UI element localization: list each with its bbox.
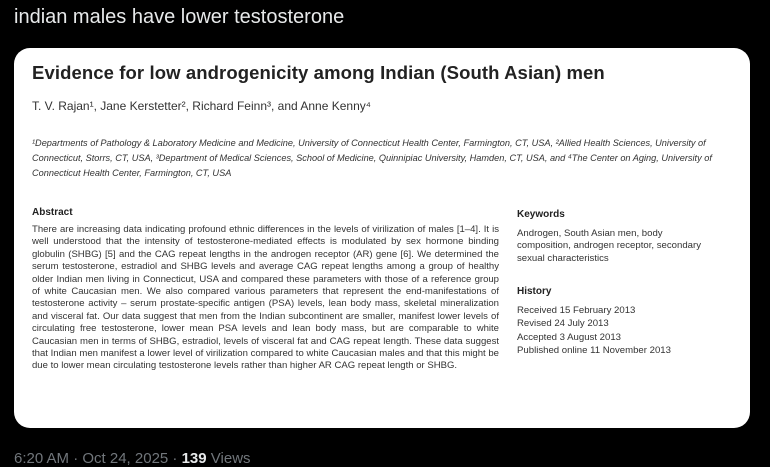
history-published: Published online 11 November 2013	[517, 345, 671, 357]
views-count: 139	[181, 450, 207, 467]
abstract-body: There are increasing data indicating profound ethnic differences in the levels of virilization of males [1–4]. It is well understood that the intensity of testosterone-mediated effects is modulated by sex hormone binding globulin (SHBG) [5] and the CAG repeat lengths in the androgen receptor (AR) gene [6]. We determined the serum testosterone, estradiol and SHBG levels and average CAG repeat lengths among a group of healthy older Indian men living in Connecticut, USA and compared these parameters with those of a reference group of white Caucasian men. We also compared various parameters that represent the end-manifestations of testosterone activity – serum prostate-specific antigen (PSA) levels, lean body mass, skeletal mineralization and visceral fat. Our data suggest that men from the Indian subcontinent are smaller, manifest lower levels of circulating free testosterone, lower mean PSA levels and lean body mass, but are comparable to white Caucasian men in terms of SHBG, estradiol, levels of visceral fat and CAG repeat length. These data suggest that Indian men manifest a lower level of virilization compared to white Caucasian males and that this might be due to lower mean circulating testosterone levels rather than higher AR CAG repeat length or SHBG.	[32, 224, 499, 372]
paper-affiliations: ¹Departments of Pathology & Laboratory Medicine and Medicine, University of Connecticut Health Center, Farmington, CT, USA, ²Allied Health Sciences, University of Connecticut, Storrs, CT, USA, ³Department of Medical Sciences, School of Medicine, Quinnipiac University, Hamden, CT, USA, and ⁴The Center on Aging, University of Connecticut Health Center, Farmington, CT, USA	[32, 138, 712, 178]
abstract-heading: Abstract	[32, 207, 73, 218]
keywords-heading: Keywords	[517, 209, 565, 220]
tweet-meta	[14, 450, 251, 467]
history-list	[517, 304, 727, 358]
tweet-text: indian males have lower testosterone	[14, 6, 345, 28]
history-heading: History	[517, 286, 552, 297]
paper-title: Evidence for low androgenicity among Indian (South Asian) men	[32, 62, 605, 83]
paper-image[interactable]	[14, 48, 750, 428]
keyword-list: Androgen, South Asian men, body composition, androgen receptor, secondary sexual characteristics	[517, 228, 701, 264]
views-label: Views	[206, 450, 251, 467]
history-accepted: Accepted 3 August 2013	[517, 331, 622, 343]
timestamp-link[interactable]: 6:20 AM · Oct 24, 2025 ·	[14, 450, 182, 467]
paper-authors: T. V. Rajan¹, Jane Kerstetter², Richard Feinn³, and Anne Kenny⁴	[32, 99, 371, 113]
history-revised: Revised 24 July 2013	[517, 318, 609, 330]
history-received: Received 15 February 2013	[517, 305, 636, 316]
